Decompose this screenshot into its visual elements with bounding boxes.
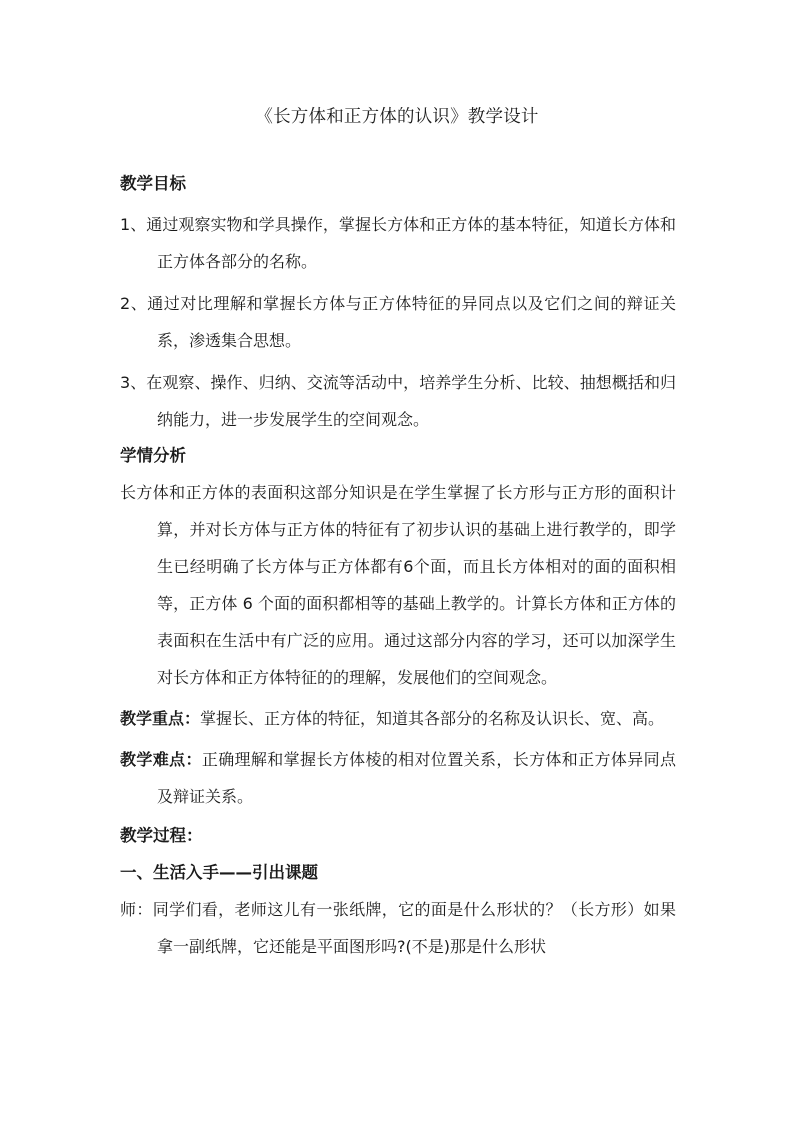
difficulties-paragraph <box>120 741 676 815</box>
key-points-paragraph <box>120 700 676 737</box>
objective-item-3: 3、在观察、操作、归纳、交流等活动中，培养学生分析、比较、抽想概括和归纳能力，进一步发展学生的空间观念。 <box>120 373 676 429</box>
analysis-heading: 学情分析 <box>120 446 186 465</box>
document-title: 《长方体和正方体的认识》教学设计 <box>255 107 539 127</box>
key-points-text: 掌握长、正方体的特征，知道其各部分的名称及认识长、宽、高。 <box>200 709 665 728</box>
difficulties-label: 教学难点： <box>120 750 202 769</box>
objective-item-1: 1、通过观察实物和学具操作，掌握长方体和正方体的基本特征，知道长方体和正方体各部分的名称。 <box>120 215 676 271</box>
teacher-dialogue: 师：同学们看，老师这儿有一张纸牌，它的面是什么形状的？（长方形）如果拿一副纸牌，它还能是平面图形吗?(不是)那是什么形状 <box>120 900 676 956</box>
document-body <box>120 166 676 965</box>
objectives-heading: 教学目标 <box>120 174 186 193</box>
process-subheading: 一、生活入手——引出课题 <box>120 863 318 882</box>
objective-item-2: 2、通过对比理解和掌握长方体与正方体特征的异同点以及它们之间的辩证关系，渗透集合思想。 <box>120 294 676 350</box>
process-heading: 教学过程： <box>120 826 203 845</box>
analysis-paragraph: 长方体和正方体的表面积这部分知识是在学生掌握了长方形与正方形的面积计算，并对长方体与正方体的特征有了初步认识的基础上进行教学的，即学生已经明确了长方体与正方体都有6个面，而且长方体相对的面的面积相等，正方体 6 个面的面积都相等的基础上教学的。计算长方体和正方体的表面积在生活中有广泛的应用。通过这部分内容的学习，还可以加深学生对长方体和正方体特征的的理解，发展他们的空间观念。 <box>120 483 676 687</box>
key-points-label: 教学重点： <box>120 709 201 728</box>
difficulties-text: 正确理解和掌握长方体棱的相对位置关系，长方体和正方体异同点及辩证关系。 <box>157 750 676 806</box>
